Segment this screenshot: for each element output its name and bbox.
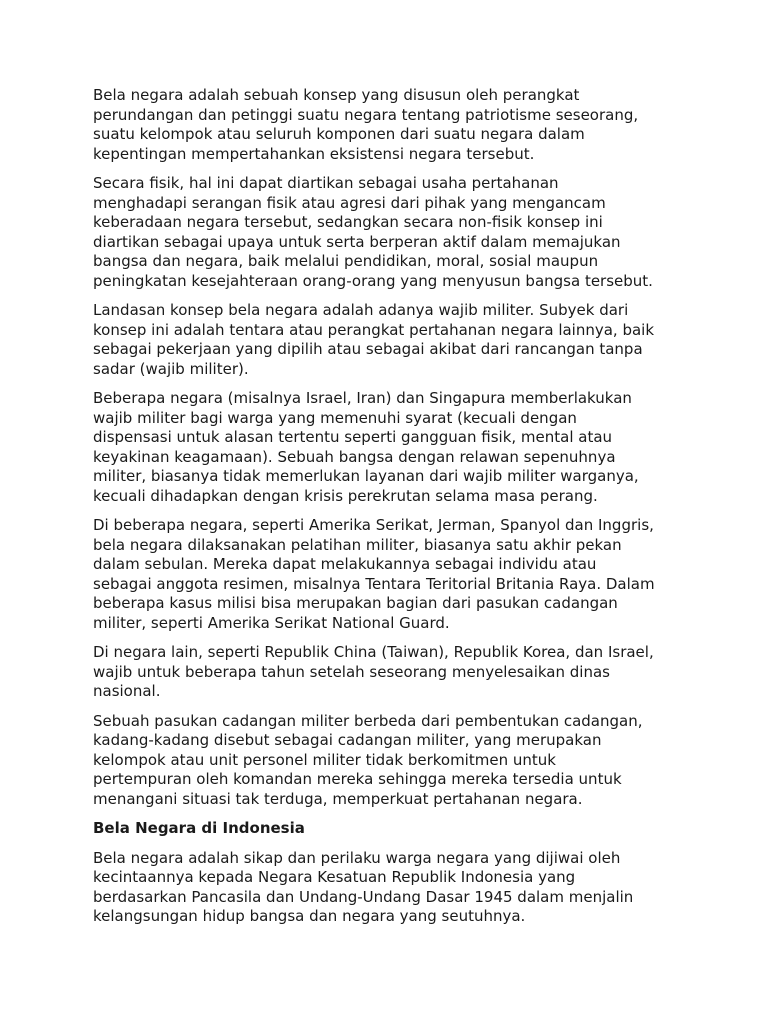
paragraph-line: Di beberapa negara, seperti Amerika Serikat, Jerman, Spanyol dan Inggris, <box>93 516 654 534</box>
paragraph-line: militer, seperti Amerika Serikat National Guard. <box>93 613 450 632</box>
paragraph-line: perundangan dan petinggi suatu negara tentang patriotisme seseorang, <box>93 105 639 124</box>
paragraph-line: Di negara lain, seperti Republik China (Taiwan), Republik Korea, dan Israel, <box>93 643 654 661</box>
paragraph-line: menangani situasi tak terduga, memperkuat pertahanan negara. <box>93 789 583 808</box>
paragraph-4 <box>93 389 693 506</box>
paragraph-line: kepentingan mempertahankan eksistensi negara tersebut. <box>93 144 535 163</box>
paragraph-line: wajib militer bagi warga yang memenuhi syarat (kecuali dengan <box>93 408 577 427</box>
paragraph-3 <box>93 301 693 379</box>
paragraph-line: dispensasi untuk alasan tertentu seperti gangguan fisik, mental atau <box>93 428 613 446</box>
paragraph-line: kelangsungan hidup bangsa dan negara yang seutuhnya. <box>93 907 526 925</box>
paragraph-line: kecintaannya kepada Negara Kesatuan Republik Indonesia yang <box>93 868 576 886</box>
paragraph-line: sebagai pekerjaan yang dipilih atau sebagai akibat dari rancangan tanpa <box>93 340 643 358</box>
paragraph-line: bela negara dilaksanakan pelatihan militer, biasanya satu akhir pekan <box>93 535 622 554</box>
paragraph-7 <box>93 712 693 810</box>
paragraph-line: bangsa dan negara, baik melalui pendidikan, moral, sosial maupun <box>93 252 599 270</box>
paragraph-line: Sebuah pasukan cadangan militer berbeda dari pembentukan cadangan, <box>93 711 643 730</box>
paragraph-line: keberadaan negara tersebut, sedangkan secara non-fisik konsep ini <box>93 213 603 231</box>
paragraph-line: Landasan konsep bela negara adalah adanya wajib militer. Subyek dari <box>93 301 629 319</box>
paragraph-line: kadang-kadang disebut sebagai cadangan militer, yang merupakan <box>93 731 602 749</box>
paragraph-line: dalam sebulan. Mereka dapat melakukannya sebagai individu atau <box>93 555 597 573</box>
paragraph-line: Secara fisik, hal ini dapat diartikan sebagai usaha pertahanan <box>93 174 559 192</box>
paragraph-5 <box>93 516 693 633</box>
paragraph-line: militer, biasanya tidak memerlukan layanan dari wajib militer warganya, <box>93 467 639 485</box>
paragraph-line: nasional. <box>93 682 161 700</box>
section-heading: Bela Negara di Indonesia <box>93 819 305 837</box>
paragraph-line: berdasarkan Pancasila dan Undang-Undang Dasar 1945 dalam menjalin <box>93 887 634 906</box>
paragraph-final <box>93 849 693 927</box>
paragraph-line: pertempuran oleh komandan mereka sehingga mereka tersedia untuk <box>93 770 622 788</box>
paragraph-line: konsep ini adalah tentara atau perangkat pertahanan negara lainnya, baik <box>93 320 655 339</box>
paragraph-line: wajib untuk beberapa tahun setelah seseorang menyelesaikan dinas <box>93 662 610 681</box>
paragraph-line: diartikan sebagai upaya untuk serta berperan aktif dalam memajukan <box>93 232 621 251</box>
paragraph-line: Bela negara adalah sikap dan perilaku warga negara yang dijiwai oleh <box>93 848 621 867</box>
paragraph-line: sebagai anggota resimen, misalnya Tentara Teritorial Britania Raya. Dalam <box>93 574 655 593</box>
document-page <box>93 86 693 937</box>
paragraph-line: beberapa kasus milisi bisa merupakan bagian dari pasukan cadangan <box>93 594 618 612</box>
paragraph-line: suatu kelompok atau seluruh komponen dari suatu negara dalam <box>93 125 585 143</box>
paragraph-line: Bela negara adalah sebuah konsep yang disusun oleh perangkat <box>93 86 580 104</box>
paragraph-line: peningkatan kesejahteraan orang-orang yang menyusun bangsa tersebut. <box>93 271 653 290</box>
paragraph-line: sadar (wajib militer). <box>93 359 249 378</box>
paragraph-line: kelompok atau unit personel militer tidak berkomitmen untuk <box>93 750 556 769</box>
paragraph-1 <box>93 86 693 164</box>
paragraph-line: keyakinan keagamaan). Sebuah bangsa dengan relawan sepenuhnya <box>93 447 616 466</box>
paragraph-6 <box>93 643 693 702</box>
paragraph-line: Beberapa negara (misalnya Israel, Iran) dan Singapura memberlakukan <box>93 389 632 407</box>
paragraph-line: menghadapi serangan fisik atau agresi dari pihak yang mengancam <box>93 193 606 212</box>
paragraph-2 <box>93 174 693 291</box>
paragraph-line: kecuali dihadapkan dengan krisis perekrutan selama masa perang. <box>93 486 598 505</box>
